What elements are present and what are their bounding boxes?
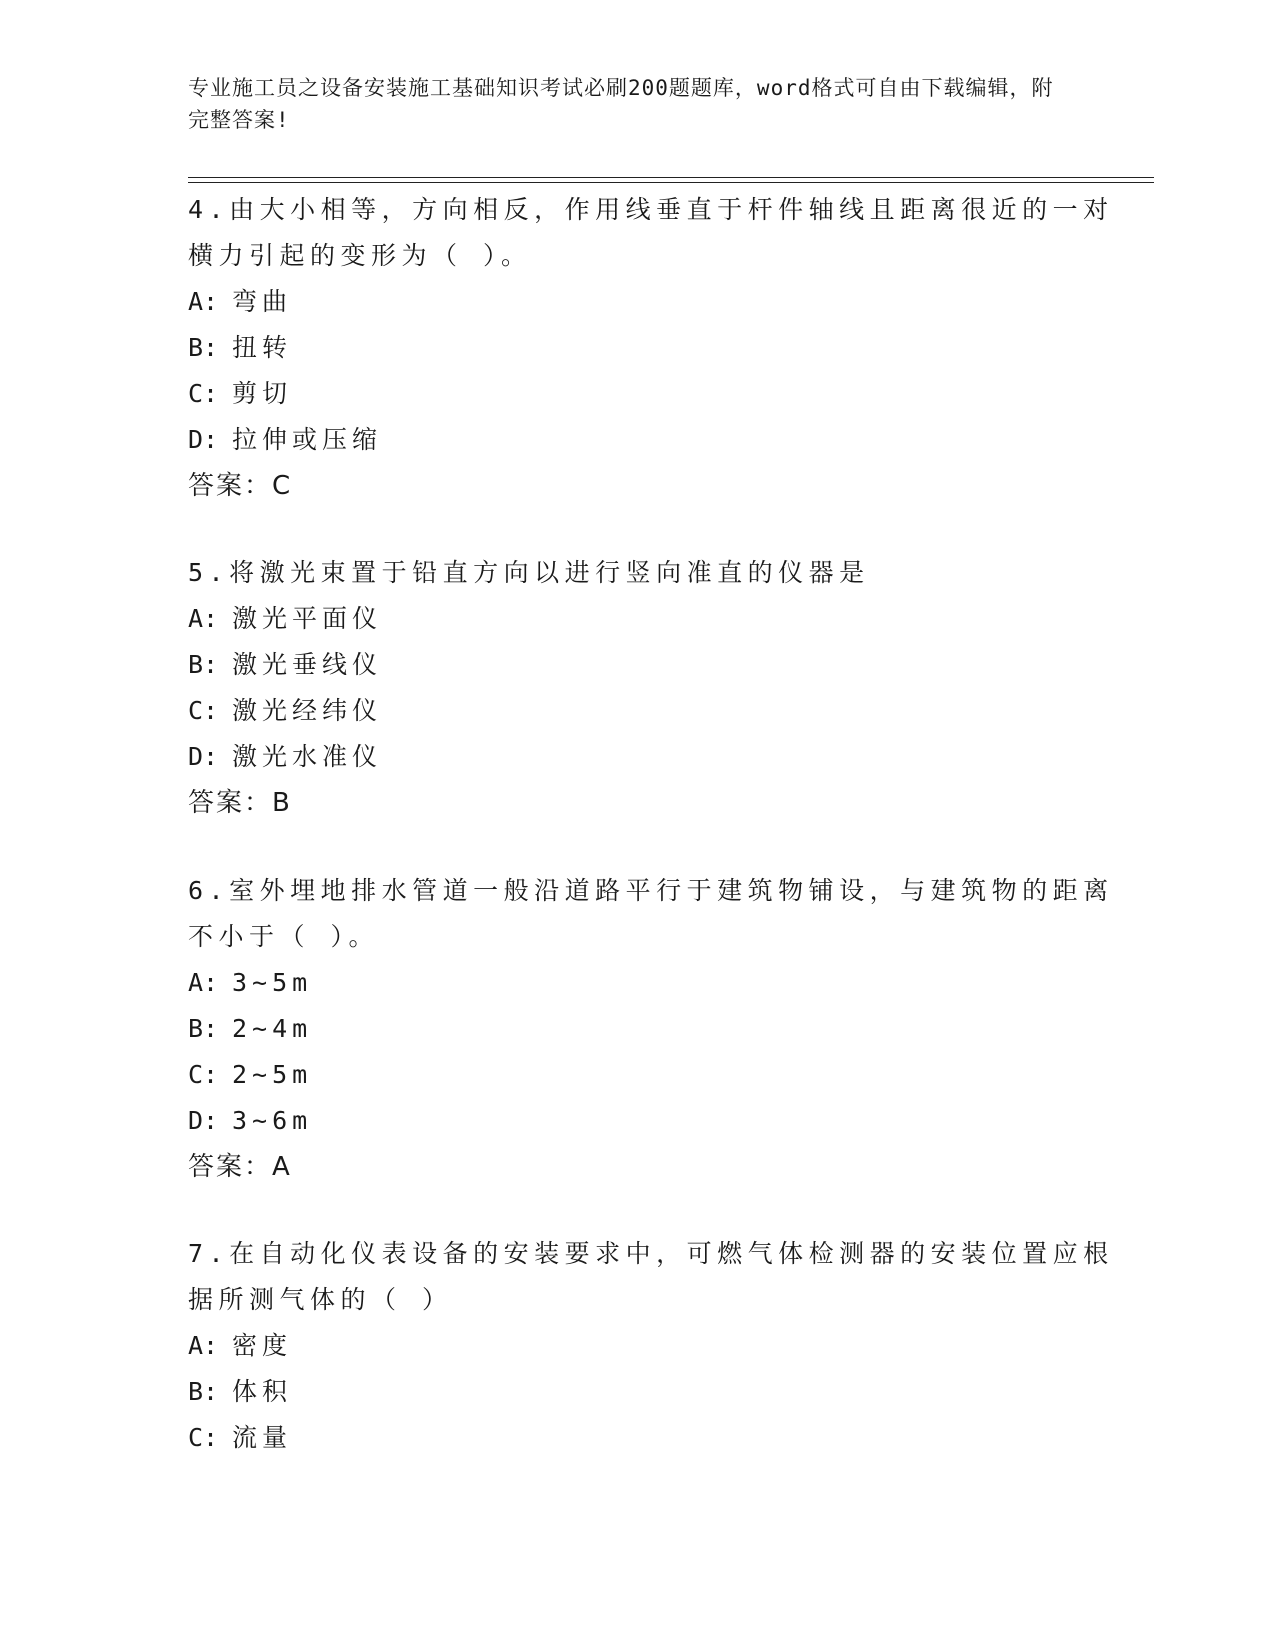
- answer: 答案：A: [188, 1152, 292, 1182]
- option-label: D:: [188, 1106, 219, 1135]
- option-c: [188, 1052, 1068, 1098]
- option-c: [188, 371, 1068, 417]
- option-label: B:: [188, 1377, 219, 1406]
- option-text: 2~4m: [232, 1014, 313, 1043]
- question-stem-line: 7.在自动化仪表设备的安装要求中，可燃气体检测器的安装位置应根: [188, 1239, 1114, 1268]
- option-label: D:: [188, 742, 219, 771]
- option-b: [188, 1369, 1068, 1415]
- option-text: 2~5m: [232, 1060, 313, 1089]
- question-stem-line: 不小于（ ）。: [188, 922, 380, 951]
- option-text: 弯曲: [232, 287, 293, 316]
- option-a: [188, 279, 1068, 325]
- option-label: B:: [188, 650, 219, 679]
- option-text: 激光经纬仪: [232, 696, 383, 725]
- question-stem-line: 4.由大小相等，方向相反，作用线垂直于杆件轴线且距离很近的一对: [188, 195, 1114, 224]
- question-stem-line: 5.将激光束置于铅直方向以进行竖向准直的仪器是: [188, 558, 870, 587]
- option-label: A:: [188, 1331, 219, 1360]
- option-text: 流量: [232, 1423, 293, 1452]
- option-text: 激光水准仪: [232, 742, 383, 771]
- option-label: B:: [188, 1014, 219, 1043]
- option-d: [188, 1098, 1068, 1144]
- option-d: [188, 734, 1068, 780]
- option-a: [188, 596, 1068, 642]
- option-b: [188, 1006, 1068, 1052]
- option-label: C:: [188, 1423, 219, 1452]
- question-7: [188, 1231, 1114, 1461]
- option-c: [188, 688, 1068, 734]
- document-title: 专业施工员之设备安装施工基础知识考试必刷200题题库，word格式可自由下载编辑，附完整答案!: [188, 76, 1054, 132]
- option-a: [188, 960, 1068, 1006]
- option-text: 激光垂线仪: [232, 650, 383, 679]
- option-b: [188, 325, 1068, 371]
- question-6: [188, 868, 1114, 1190]
- option-label: B:: [188, 333, 219, 362]
- option-label: A:: [188, 968, 219, 997]
- header-divider-bottom: [188, 182, 1154, 183]
- question-4: [188, 187, 1114, 509]
- option-label: C:: [188, 696, 219, 725]
- option-label: C:: [188, 1060, 219, 1089]
- question-stem-line: 据所测气体的（ ）: [188, 1285, 453, 1314]
- question-stem-line: 6.室外埋地排水管道一般沿道路平行于建筑物铺设，与建筑物的距离: [188, 876, 1114, 905]
- option-text: 剪切: [232, 379, 293, 408]
- option-label: A:: [188, 604, 219, 633]
- option-text: 3~5m: [232, 968, 313, 997]
- option-c: [188, 1415, 1068, 1461]
- option-label: A:: [188, 287, 219, 316]
- option-text: 激光平面仪: [232, 604, 383, 633]
- option-d: [188, 417, 1068, 463]
- answer: 答案：C: [188, 471, 293, 501]
- header-divider-top: [188, 177, 1154, 178]
- question-5: [188, 550, 1068, 826]
- answer: 答案：B: [188, 788, 292, 818]
- option-b: [188, 642, 1068, 688]
- option-label: D:: [188, 425, 219, 454]
- option-text: 密度: [232, 1331, 293, 1360]
- option-label: C:: [188, 379, 219, 408]
- option-text: 扭转: [232, 333, 293, 362]
- option-text: 拉伸或压缩: [232, 425, 383, 454]
- option-text: 3~6m: [232, 1106, 313, 1135]
- question-stem-line: 横力引起的变形为（ ）。: [188, 241, 532, 270]
- option-text: 体积: [232, 1377, 293, 1406]
- option-a: [188, 1323, 1068, 1369]
